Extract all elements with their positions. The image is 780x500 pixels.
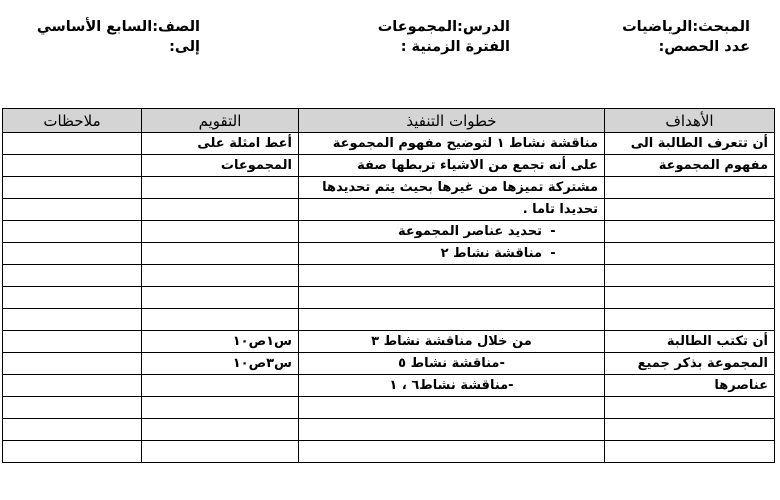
assessment-cell bbox=[142, 177, 299, 199]
table-row bbox=[3, 353, 775, 375]
steps-cell bbox=[299, 243, 605, 265]
step-text: مناقشة نشاط ٢ bbox=[440, 246, 542, 261]
table-header-row bbox=[3, 109, 775, 133]
steps-cell: -مناقشة نشاط٦ ، ١ bbox=[299, 375, 605, 397]
notes-cell bbox=[3, 331, 142, 353]
assessment-cell bbox=[142, 199, 299, 221]
notes-cell bbox=[3, 397, 142, 419]
goal-cell bbox=[605, 397, 775, 419]
table-row bbox=[3, 419, 775, 441]
assessment-cell: أعط امثلة على bbox=[142, 133, 299, 155]
step-text: تحديد عناصر المجموعة bbox=[398, 224, 542, 239]
assessment-cell: س١ص١٠ bbox=[142, 331, 299, 353]
notes-cell bbox=[3, 243, 142, 265]
steps-cell bbox=[299, 265, 605, 287]
goal-cell bbox=[605, 441, 775, 463]
notes-cell bbox=[3, 265, 142, 287]
table-row bbox=[3, 441, 775, 463]
steps-cell bbox=[299, 221, 605, 243]
notes-cell bbox=[3, 221, 142, 243]
steps-cell: على أنه تجمع من الاشياء تربطها صفة bbox=[299, 155, 605, 177]
goal-cell bbox=[605, 243, 775, 265]
assessment-cell bbox=[142, 243, 299, 265]
table-row bbox=[3, 155, 775, 177]
goal-cell bbox=[605, 265, 775, 287]
table-row bbox=[3, 375, 775, 397]
goal-cell bbox=[605, 419, 775, 441]
assessment-cell: س٣ص١٠ bbox=[142, 353, 299, 375]
header-right bbox=[622, 17, 750, 57]
steps-cell: من خلال مناقشة نشاط ٣ bbox=[299, 331, 605, 353]
header-left bbox=[37, 17, 200, 57]
header-middle bbox=[378, 17, 510, 57]
assessment-cell bbox=[142, 309, 299, 331]
steps-cell: مشتركة تميزها من غيرها بحيث يتم تحديدها bbox=[299, 177, 605, 199]
col-assessment: التقويم bbox=[142, 109, 299, 133]
table-row bbox=[3, 309, 775, 331]
assessment-cell bbox=[142, 221, 299, 243]
goal-cell bbox=[605, 177, 775, 199]
table-row bbox=[3, 177, 775, 199]
steps-cell: -مناقشة نشاط ٥ bbox=[299, 353, 605, 375]
notes-cell bbox=[3, 155, 142, 177]
lesson-plan-table bbox=[2, 108, 775, 463]
steps-cell bbox=[299, 397, 605, 419]
col-steps: خطوات التنفيذ bbox=[299, 109, 605, 133]
table-row bbox=[3, 397, 775, 419]
notes-cell bbox=[3, 419, 142, 441]
notes-cell bbox=[3, 441, 142, 463]
goal-cell bbox=[605, 199, 775, 221]
assessment-cell bbox=[142, 287, 299, 309]
bullet-dash: - bbox=[550, 246, 556, 261]
goal-cell: المجموعة بذكر جميع bbox=[605, 353, 775, 375]
grade-label: الصف:السابع الأساسي bbox=[36, 19, 200, 35]
assessment-cell bbox=[142, 419, 299, 441]
notes-cell bbox=[3, 309, 142, 331]
table-row bbox=[3, 199, 775, 221]
assessment-cell bbox=[142, 441, 299, 463]
notes-cell bbox=[3, 199, 142, 221]
goal-cell: أن تكتب الطالبة bbox=[605, 331, 775, 353]
steps-cell bbox=[299, 287, 605, 309]
steps-cell: تحديدا تاما . bbox=[299, 199, 605, 221]
steps-cell: مناقشة نشاط ١ لتوضيح مفهوم المجموعة bbox=[299, 133, 605, 155]
notes-cell bbox=[3, 177, 142, 199]
duration-label: الفترة الزمنية : bbox=[400, 39, 510, 55]
steps-cell bbox=[299, 419, 605, 441]
table-row bbox=[3, 287, 775, 309]
table-body bbox=[3, 133, 775, 463]
goal-cell: عناصرها bbox=[605, 375, 775, 397]
assessment-cell bbox=[142, 265, 299, 287]
table-row bbox=[3, 133, 775, 155]
col-goals: الأهداف bbox=[605, 109, 775, 133]
notes-cell bbox=[3, 287, 142, 309]
goal-cell bbox=[605, 221, 775, 243]
table-row bbox=[3, 243, 775, 265]
goal-cell: أن تتعرف الطالبة الى bbox=[605, 133, 775, 155]
subject-label: المبحث:الرياضيات bbox=[622, 19, 750, 35]
table-row bbox=[3, 331, 775, 353]
bullet-dash: - bbox=[550, 224, 556, 239]
table-row bbox=[3, 265, 775, 287]
notes-cell bbox=[3, 133, 142, 155]
notes-cell bbox=[3, 353, 142, 375]
table-row bbox=[3, 221, 775, 243]
assessment-cell bbox=[142, 375, 299, 397]
to-label: إلى: bbox=[169, 39, 200, 55]
col-notes: ملاحظات bbox=[3, 109, 142, 133]
assessment-cell: المجموعات bbox=[142, 155, 299, 177]
goal-cell: مفهوم المجموعة bbox=[605, 155, 775, 177]
notes-cell bbox=[3, 375, 142, 397]
goal-cell bbox=[605, 309, 775, 331]
goal-cell bbox=[605, 287, 775, 309]
lesson-label: الدرس:المجموعات bbox=[377, 19, 510, 35]
periods-label: عدد الحصص: bbox=[658, 39, 750, 55]
assessment-cell bbox=[142, 397, 299, 419]
steps-cell bbox=[299, 441, 605, 463]
steps-cell bbox=[299, 309, 605, 331]
